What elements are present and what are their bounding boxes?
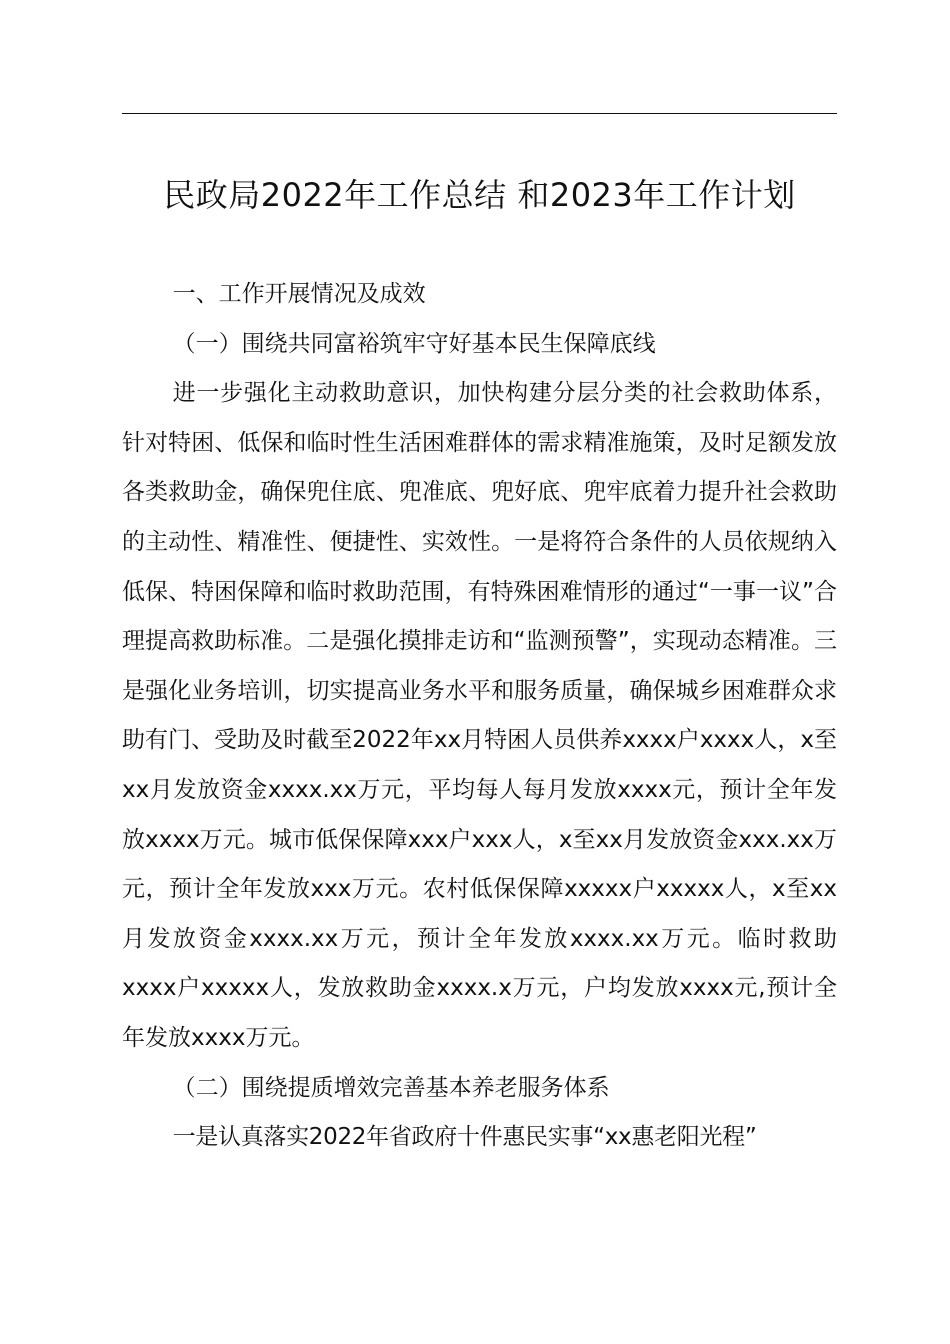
subsection-heading: （一）围绕共同富裕筑牢守好基本民生保障底线 xyxy=(172,330,656,357)
document-title: 民政局2022年工作总结 和2023年工作计划 xyxy=(163,176,796,214)
section-heading: 一、工作开展情况及成效 xyxy=(172,281,426,307)
document-body xyxy=(122,270,837,1163)
subsection-heading: （二）围绕提质增效完善基本养老服务体系 xyxy=(172,1074,610,1101)
body-paragraph: 进一步强化主动救助意识，加快构建分层分类的社会救助体系，针对特困、低保和临时性生活困难群体的需求精准施策，及时足额发放各类救助金，确保兜住底、兜准底、兜好底、兜牢底着力提升社会救助的主动性、精准性、便捷性、实效性。一是将符合条件的人员依规纳入低保、特困保障和临时救助范围，有特殊困难情形的通过“一事一议”合理提高救助标准。二是强化摸排走访和“监测预警”，实现动态精准。三是强化业务培训，切实提高业务水平和服务质量，确保城乡困难群众求助有门、受助及时截至2022年xx月特困人员供养xxxx户xxxx人，x至xx月发放资金xxxx.xx万元，平均每人每月发放xxxx元，预计全年发放xxxx万元。城市低保保障xxx户xxx人，x至xx月发放资金xxx.xx万元，预计全年发放xxx万元。农村低保保障xxxxx户xxxxx人，x至xx月发放资金xxxx.xx万元，预计全年发放xxxx.xx万元。临时救助xxxx户xxxxx人，发放救助金xxxx.x万元，户均发放xxxx元,预计全年发放xxxx万元。 xyxy=(122,380,837,1051)
body-paragraph: 一是认真落实2022年省政府十件惠民实事“xx惠老阳光程” xyxy=(172,1124,757,1151)
header-rule xyxy=(122,113,837,114)
